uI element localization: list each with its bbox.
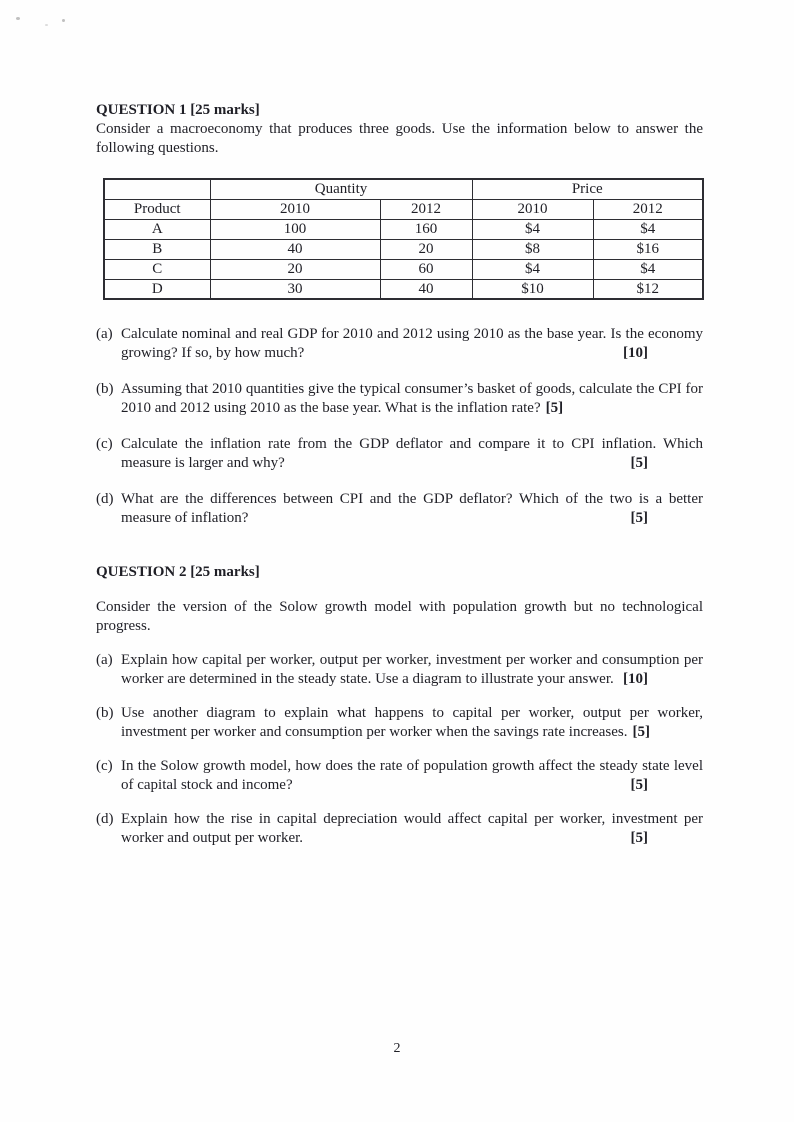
scan-speck	[62, 19, 65, 22]
marks-allocation: [5]	[630, 777, 648, 793]
table-cell: $4	[593, 219, 703, 239]
marks-allocation: [5]	[630, 455, 648, 471]
part-text: Assuming that 2010 quantities give the typical consumer’s basket of goods, calculate the CPI for 2010 and 2012 using 2010 as the base year. What is the inflation rate? [5]	[121, 381, 703, 416]
table-row	[104, 239, 703, 259]
table-cell: 60	[380, 259, 472, 279]
scan-speck	[45, 24, 48, 26]
part-text: Explain how capital per worker, output per worker, investment per worker and consumption per worker are determined in the steady state. Use a diagram to illustrate your answer. [10]	[121, 652, 703, 687]
part-label: (d)	[96, 491, 114, 507]
table-cell: C	[104, 259, 210, 279]
q1-part-a	[96, 325, 703, 363]
q2-intro: Consider the version of the Solow growth model with population growth but no technological progress.	[96, 599, 703, 634]
part-label: (a)	[96, 326, 113, 342]
part-label: (a)	[96, 652, 113, 668]
table-cell: 30	[210, 279, 380, 299]
table-cell: $4	[472, 259, 593, 279]
page-footer	[0, 1040, 794, 1058]
q2-heading: QUESTION 2 [25 marks]	[96, 564, 260, 580]
question-2	[96, 563, 703, 848]
q1-heading: QUESTION 1 [25 marks]	[96, 102, 260, 118]
q2-part-b	[96, 704, 703, 742]
table-row	[104, 219, 703, 239]
marks-allocation: [10]	[623, 671, 648, 687]
table-cell: D	[104, 279, 210, 299]
goods-table	[103, 178, 704, 300]
table-cell: 20	[380, 239, 472, 259]
group-header-quantity: Quantity	[210, 179, 472, 199]
table-group-header-row	[104, 179, 703, 199]
table-cell: $12	[593, 279, 703, 299]
group-header-empty	[104, 179, 210, 199]
marks-allocation: [5]	[630, 830, 648, 846]
column-header: 2012	[380, 199, 472, 219]
part-label: (d)	[96, 811, 114, 827]
column-header: 2012	[593, 199, 703, 219]
part-text: Use another diagram to explain what happens to capital per worker, output per worker, investment per worker and consumption per worker when the savings rate increases. [5]	[121, 705, 703, 740]
q1-intro: Consider a macroeconomy that produces three goods. Use the information below to answer the following questions.	[96, 121, 703, 156]
goods-table-body	[104, 219, 703, 299]
scan-speck	[16, 17, 20, 20]
part-text: Calculate the inflation rate from the GDP deflator and compare it to CPI inflation. Which measure is larger and why? [5]	[121, 436, 703, 471]
q2-parts	[96, 651, 703, 848]
question-1	[96, 101, 703, 528]
table-cell: $10	[472, 279, 593, 299]
part-label: (c)	[96, 758, 113, 774]
q1-part-b	[96, 380, 703, 418]
part-label: (c)	[96, 436, 113, 452]
q1-parts	[96, 325, 703, 528]
part-label: (b)	[96, 381, 114, 397]
q2-part-c	[96, 757, 703, 795]
page-content	[96, 101, 703, 863]
table-cell: $8	[472, 239, 593, 259]
q1-part-c	[96, 435, 703, 473]
column-header: 2010	[472, 199, 593, 219]
marks-allocation: [5]	[545, 400, 564, 416]
part-label: (b)	[96, 705, 114, 721]
table-cell: $4	[472, 219, 593, 239]
q2-part-a	[96, 651, 703, 689]
marks-allocation: [10]	[623, 345, 648, 361]
table-cell: 40	[380, 279, 472, 299]
part-text: What are the differences between CPI and the GDP deflator? Which of the two is a better measure of inflation? [5]	[121, 491, 703, 526]
q2-part-d	[96, 810, 703, 848]
part-text: Calculate nominal and real GDP for 2010 and 2012 using 2010 as the base year. Is the economy growing? If so, by how much? [10]	[121, 326, 703, 361]
table-cell: 20	[210, 259, 380, 279]
table-cell: $16	[593, 239, 703, 259]
marks-allocation: [5]	[632, 724, 651, 740]
column-header: 2010	[210, 199, 380, 219]
part-text: In the Solow growth model, how does the rate of population growth affect the steady state level of capital stock and income? [5]	[121, 758, 703, 793]
page-number: 2	[393, 1041, 401, 1056]
part-text: Explain how the rise in capital depreciation would affect capital per worker, investment per worker and output per worker. [5]	[121, 811, 703, 846]
marks-allocation: [5]	[630, 510, 648, 526]
q1-part-d	[96, 490, 703, 528]
group-header-price: Price	[472, 179, 703, 199]
table-row	[104, 279, 703, 299]
table-cell: 100	[210, 219, 380, 239]
table-column-header-row	[104, 199, 703, 219]
table-cell: A	[104, 219, 210, 239]
table-cell: $4	[593, 259, 703, 279]
table-row	[104, 259, 703, 279]
table-cell: 160	[380, 219, 472, 239]
column-header: Product	[104, 199, 210, 219]
table-cell: 40	[210, 239, 380, 259]
table-cell: B	[104, 239, 210, 259]
